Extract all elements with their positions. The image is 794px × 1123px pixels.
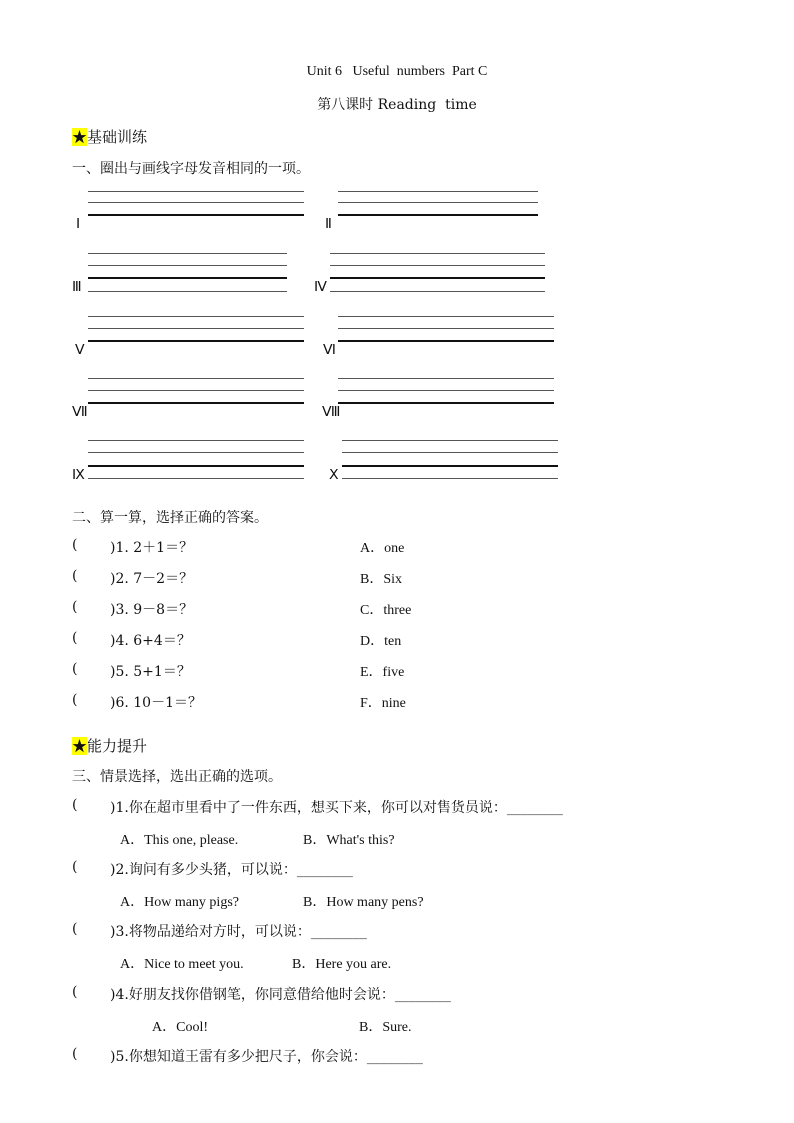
grid-line: [88, 202, 304, 203]
question-text: )1.你在超市里看中了一件东西，想买下来，你可以对售货员说：________: [110, 800, 563, 816]
option-b: B．Sure.: [359, 1020, 412, 1035]
grid-line: [338, 390, 554, 391]
grid-baseline: [342, 465, 558, 467]
answer-paren[interactable]: (: [72, 984, 78, 1000]
option-b: B．Here you are.: [292, 957, 392, 972]
grid-baseline: [330, 277, 545, 279]
grid-line: [88, 291, 287, 292]
grid-line: [338, 191, 538, 192]
question-text: )1. 2＋1＝？: [110, 540, 194, 556]
grid-line: [338, 328, 554, 329]
answer-paren[interactable]: (: [72, 797, 78, 813]
grid-line: [330, 291, 545, 292]
answer-paren[interactable]: (: [72, 921, 78, 937]
option-d: D．ten: [360, 634, 402, 649]
star-icon: ★: [72, 737, 88, 755]
grid-line: [338, 378, 554, 379]
grid-line: [330, 253, 545, 254]
grid-line: [88, 452, 304, 453]
grid-line: [88, 328, 304, 329]
roman-numeral: Ⅶ: [72, 405, 88, 420]
option-a: A．Nice to meet you.: [120, 957, 244, 972]
option-a: A．How many pigs?: [120, 895, 239, 910]
page-subtitle: 第八课时 Reading time: [317, 97, 477, 113]
question-text: )5.你想知道王雷有多少把尺子，你会说：________: [110, 1049, 423, 1065]
roman-numeral: Ⅰ: [76, 217, 81, 232]
answer-paren[interactable]: (: [72, 661, 78, 677]
question-text: )3. 9－8＝？: [110, 602, 194, 618]
grid-baseline: [338, 340, 554, 342]
option-f: F．nine: [360, 696, 406, 711]
roman-numeral: Ⅳ: [314, 280, 327, 295]
grid-line: [342, 478, 558, 479]
roman-numeral: Ⅷ: [322, 405, 341, 420]
grid-line: [88, 440, 304, 441]
grid-line: [342, 440, 558, 441]
option-b: B．How many pens?: [303, 895, 424, 910]
grid-line: [88, 253, 287, 254]
part3-heading: 三、情景选择，选出正确的选项。: [72, 769, 282, 785]
page-title: Unit 6 Useful numbers Part C: [306, 64, 488, 79]
grid-baseline: [88, 277, 287, 279]
question-text: )2.询问有多少头猪，可以说：________: [110, 862, 353, 878]
grid-line: [88, 378, 304, 379]
grid-baseline: [88, 340, 304, 342]
option-e: E．five: [360, 665, 405, 680]
grid-baseline: [338, 402, 554, 404]
grid-baseline: [88, 402, 304, 404]
roman-numeral: Ⅴ: [75, 343, 85, 358]
answer-paren[interactable]: (: [72, 537, 78, 553]
grid-line: [338, 316, 554, 317]
part1-heading: 一、圈出与画线字母发音相同的一项。: [72, 161, 310, 177]
question-text: )4. 6+4＝？: [110, 633, 191, 649]
grid-line: [88, 265, 287, 266]
answer-paren[interactable]: (: [72, 692, 78, 708]
roman-numeral: Ⅹ: [329, 468, 339, 483]
option-a: A．This one, please.: [120, 833, 239, 848]
grid-baseline: [88, 214, 304, 216]
question-text: )6. 10－1＝？: [110, 695, 202, 711]
roman-numeral: Ⅲ: [72, 280, 82, 295]
answer-paren[interactable]: (: [72, 599, 78, 615]
grid-baseline: [338, 214, 538, 216]
star-icon: ★: [72, 128, 88, 146]
question-text: )4.好朋友找你借钢笔，你同意借给他时会说：________: [110, 987, 451, 1003]
grid-line: [88, 478, 304, 479]
roman-numeral: Ⅵ: [323, 343, 336, 358]
grid-line: [88, 191, 304, 192]
grid-baseline: [88, 465, 304, 467]
option-c: C．three: [360, 603, 412, 618]
option-a: A．Cool!: [152, 1020, 208, 1035]
answer-paren[interactable]: (: [72, 1046, 78, 1062]
part2-heading: 二、算一算，选择正确的答案。: [72, 510, 268, 526]
section-ability-heading: [72, 735, 147, 756]
grid-line: [88, 390, 304, 391]
answer-paren[interactable]: (: [72, 630, 78, 646]
section-ability-label: 能力提升: [87, 737, 148, 755]
grid-line: [330, 265, 545, 266]
section-basic-heading: [72, 126, 147, 147]
roman-numeral: Ⅸ: [72, 468, 85, 483]
grid-line: [338, 202, 538, 203]
option-b: B．Six: [360, 572, 403, 587]
question-text: )2. 7－2＝？: [110, 571, 194, 587]
grid-line: [88, 316, 304, 317]
answer-paren[interactable]: (: [72, 859, 78, 875]
roman-numeral: Ⅱ: [325, 217, 332, 232]
option-a: A．one: [360, 541, 405, 556]
section-basic-label: 基础训练: [87, 128, 148, 146]
question-text: )5. 5+1＝？: [110, 664, 191, 680]
grid-line: [342, 452, 558, 453]
answer-paren[interactable]: (: [72, 568, 78, 584]
question-text: )3.将物品递给对方时，可以说：________: [110, 924, 367, 940]
option-b: B．What's this?: [303, 833, 395, 848]
